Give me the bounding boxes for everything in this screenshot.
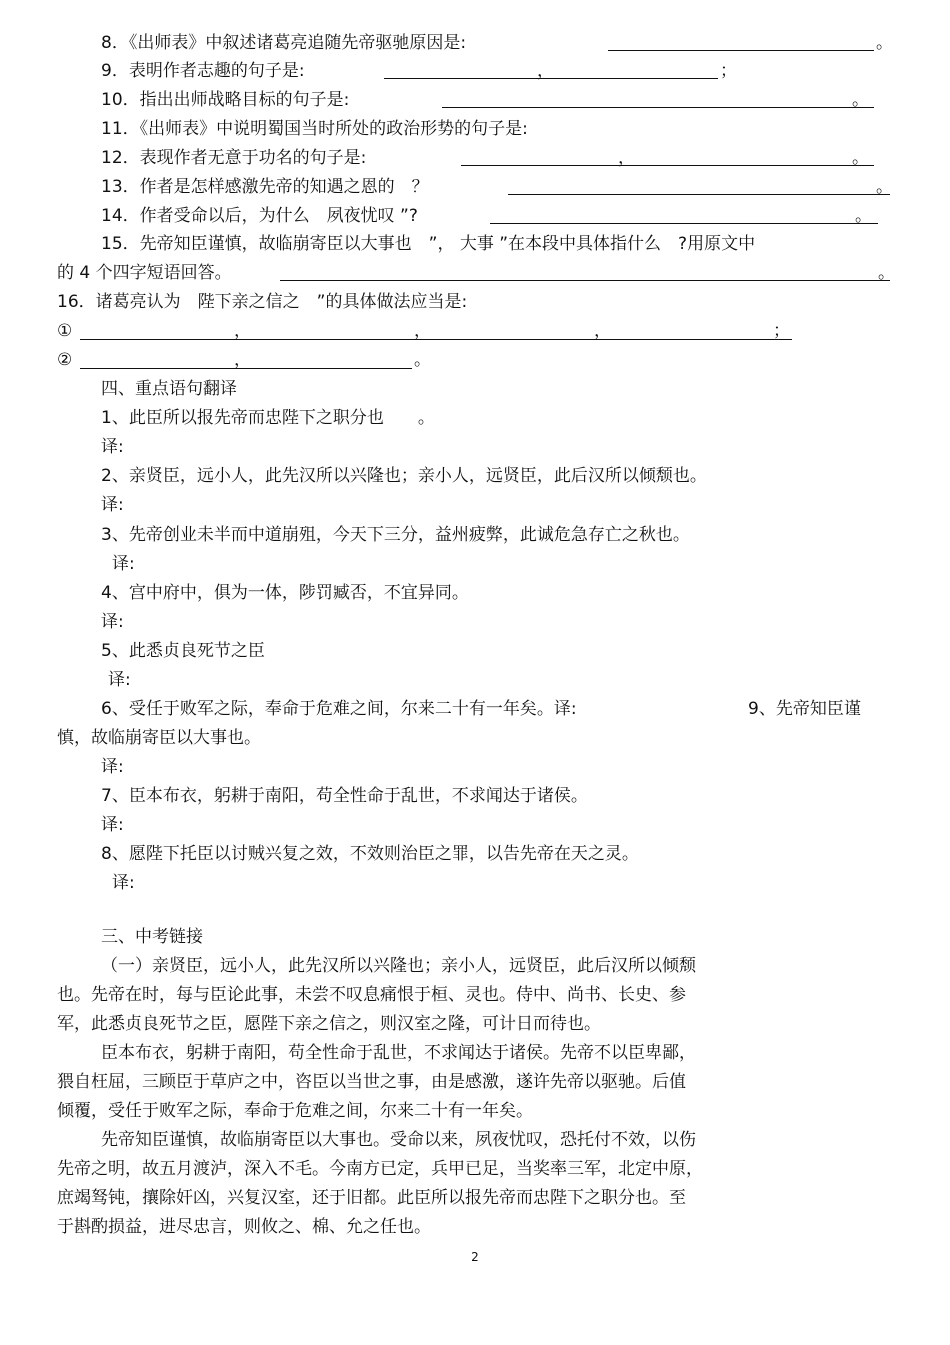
question-16-marker-1: ① bbox=[57, 321, 73, 341]
translation-label-1: 译: bbox=[101, 437, 124, 457]
translation-item-4: 4、宫中府中，俱为一体，陟罚臧否，不宜异同。 bbox=[101, 583, 469, 603]
passage-line: 倾覆，受任于败军之际，奉命于危难之间，尔来二十有一年矣。 bbox=[57, 1101, 533, 1121]
question-16-comma-c: ， bbox=[594, 321, 611, 341]
translation-label-6: 译: bbox=[101, 757, 124, 777]
translation-label-3: 译: bbox=[112, 554, 135, 574]
passage-line: 于斟酌损益，进尽忠言，则攸之、棉、允之任也。 bbox=[57, 1217, 431, 1237]
answer-blank-10[interactable] bbox=[442, 107, 874, 108]
answer-blank-8[interactable] bbox=[608, 50, 874, 51]
question-16-comma-b: ， bbox=[414, 321, 431, 341]
question-16: 16．诸葛亮认为 陛下亲之信之 ”的具体做法应当是: bbox=[57, 292, 468, 312]
passage-line: 臣本布衣，躬耕于南阳，苟全性命于乱世，不求闻达于诸侯。先帝不以臣卑鄙， bbox=[101, 1043, 696, 1063]
question-9-comma: ， bbox=[537, 61, 554, 81]
translation-item-7: 7、臣本布衣，躬耕于南阳，苟全性命于乱世，不求闻达于诸侯。 bbox=[101, 786, 588, 806]
answer-blank-14[interactable] bbox=[490, 223, 878, 224]
passage-line: 庶竭驽钝，攘除奸凶，兴复汉室，还于旧都。此臣所以报先帝而忠陛下之职分也。至 bbox=[57, 1188, 686, 1208]
translation-item-3: 3、先帝创业未半而中道崩殂，今天下三分，益州疲弊，此诚危急存亡之秋也。 bbox=[101, 525, 690, 545]
question-14: 14．作者受命以后，为什么 夙夜忧叹 ”? bbox=[101, 206, 418, 226]
question-11: 11．《出师表》中说明蜀国当时所处的政治形势的句子是: bbox=[101, 119, 528, 139]
question-13-end: 。 bbox=[876, 177, 893, 197]
passage-line: 先帝知臣谨慎，故临崩寄臣以大事也。受命以来，夙夜忧叹，恐托付不效，以伤 bbox=[101, 1130, 696, 1150]
passage-line: 先帝之明，故五月渡泸，深入不毛。今南方已定，兵甲已足，当奖率三军，北定中原， bbox=[57, 1159, 703, 1179]
question-15: 15．先帝知臣谨慎，故临崩寄臣以大事也 ”， 大事 ”在本段中具体指什么 ?用原文中 bbox=[101, 234, 756, 254]
question-16-comma-a: ， bbox=[234, 321, 251, 341]
page-number: 2 bbox=[471, 1250, 479, 1264]
translation-heading: 四、重点语句翻译 bbox=[101, 379, 237, 399]
question-9: 9．表明作者志趣的句子是: bbox=[101, 61, 305, 81]
translation-label-2: 译: bbox=[101, 495, 124, 515]
translation-item-2: 2、亲贤臣，远小人，此先汉所以兴隆也；亲小人，远贤臣，此后汉所以倾颓也。 bbox=[101, 466, 707, 486]
passage-line: 也。先帝在时，每与臣论此事，未尝不叹息痛恨于桓、灵也。侍中、尚书、长史、参 bbox=[57, 985, 686, 1005]
question-15-cont: 的 4 个四字短语回答。 bbox=[57, 263, 232, 283]
translation-label-8: 译: bbox=[112, 873, 135, 893]
question-8-end: 。 bbox=[876, 33, 893, 53]
translation-item-1: 1、此臣所以报先帝而忠陛下之职分也 。 bbox=[101, 408, 435, 428]
question-10: 10．指出出师战略目标的句子是: bbox=[101, 90, 350, 110]
translation-item-8: 8、愿陛下托臣以讨贼兴复之效，不效则治臣之罪，以告先帝在天之灵。 bbox=[101, 844, 639, 864]
question-14-end: 。 bbox=[855, 206, 872, 226]
question-16-semicolon: ； bbox=[773, 321, 790, 341]
translation-item-9-cont: 慎，故临崩寄臣以大事也。 bbox=[57, 728, 261, 748]
translation-item-6: 6、受任于败军之际，奉命于危难之间，尔来二十有一年矣。译: bbox=[101, 699, 577, 719]
answer-blank-16-1[interactable] bbox=[80, 339, 792, 340]
translation-item-5: 5、此悉贞良死节之臣 bbox=[101, 641, 265, 661]
answer-blank-12[interactable] bbox=[461, 165, 874, 166]
question-10-end: 。 bbox=[852, 90, 869, 110]
answer-blank-15[interactable] bbox=[280, 280, 890, 281]
passage-line: （一）亲贤臣，远小人，此先汉所以兴隆也；亲小人，远贤臣，此后汉所以倾颓 bbox=[101, 956, 696, 976]
question-16-marker-2: ② bbox=[57, 350, 73, 370]
translation-label-4: 译: bbox=[101, 612, 124, 632]
question-12: 12．表现作者无意于功名的句子是: bbox=[101, 148, 367, 168]
passage-line: 猥自枉屈，三顾臣于草庐之中，咨臣以当世之事，由是感激，遂许先帝以驱驰。后值 bbox=[57, 1072, 686, 1092]
question-12-comma: ， bbox=[618, 148, 635, 168]
question-16-end: 。 bbox=[414, 350, 431, 370]
translation-label-5: 译: bbox=[108, 670, 131, 690]
passage-line: 军，此悉贞良死节之臣，愿陛下亲之信之，则汉室之隆，可计日而待也。 bbox=[57, 1014, 601, 1034]
question-16-comma-d: ， bbox=[234, 350, 251, 370]
question-12-end: 。 bbox=[852, 148, 869, 168]
question-9-end: ； bbox=[720, 61, 737, 81]
exam-heading: 三、中考链接 bbox=[101, 927, 203, 947]
question-13: 13．作者是怎样感激先帝的知遇之恩的 ？ bbox=[101, 177, 429, 197]
translation-item-9-start: 9、先帝知臣谨 bbox=[748, 699, 861, 719]
question-8: 8．《出师表》中叙述诸葛亮追随先帝驱驰原因是: bbox=[101, 33, 467, 53]
question-15-end: 。 bbox=[878, 263, 895, 283]
answer-blank-13[interactable] bbox=[508, 194, 890, 195]
translation-label-7: 译: bbox=[101, 815, 124, 835]
